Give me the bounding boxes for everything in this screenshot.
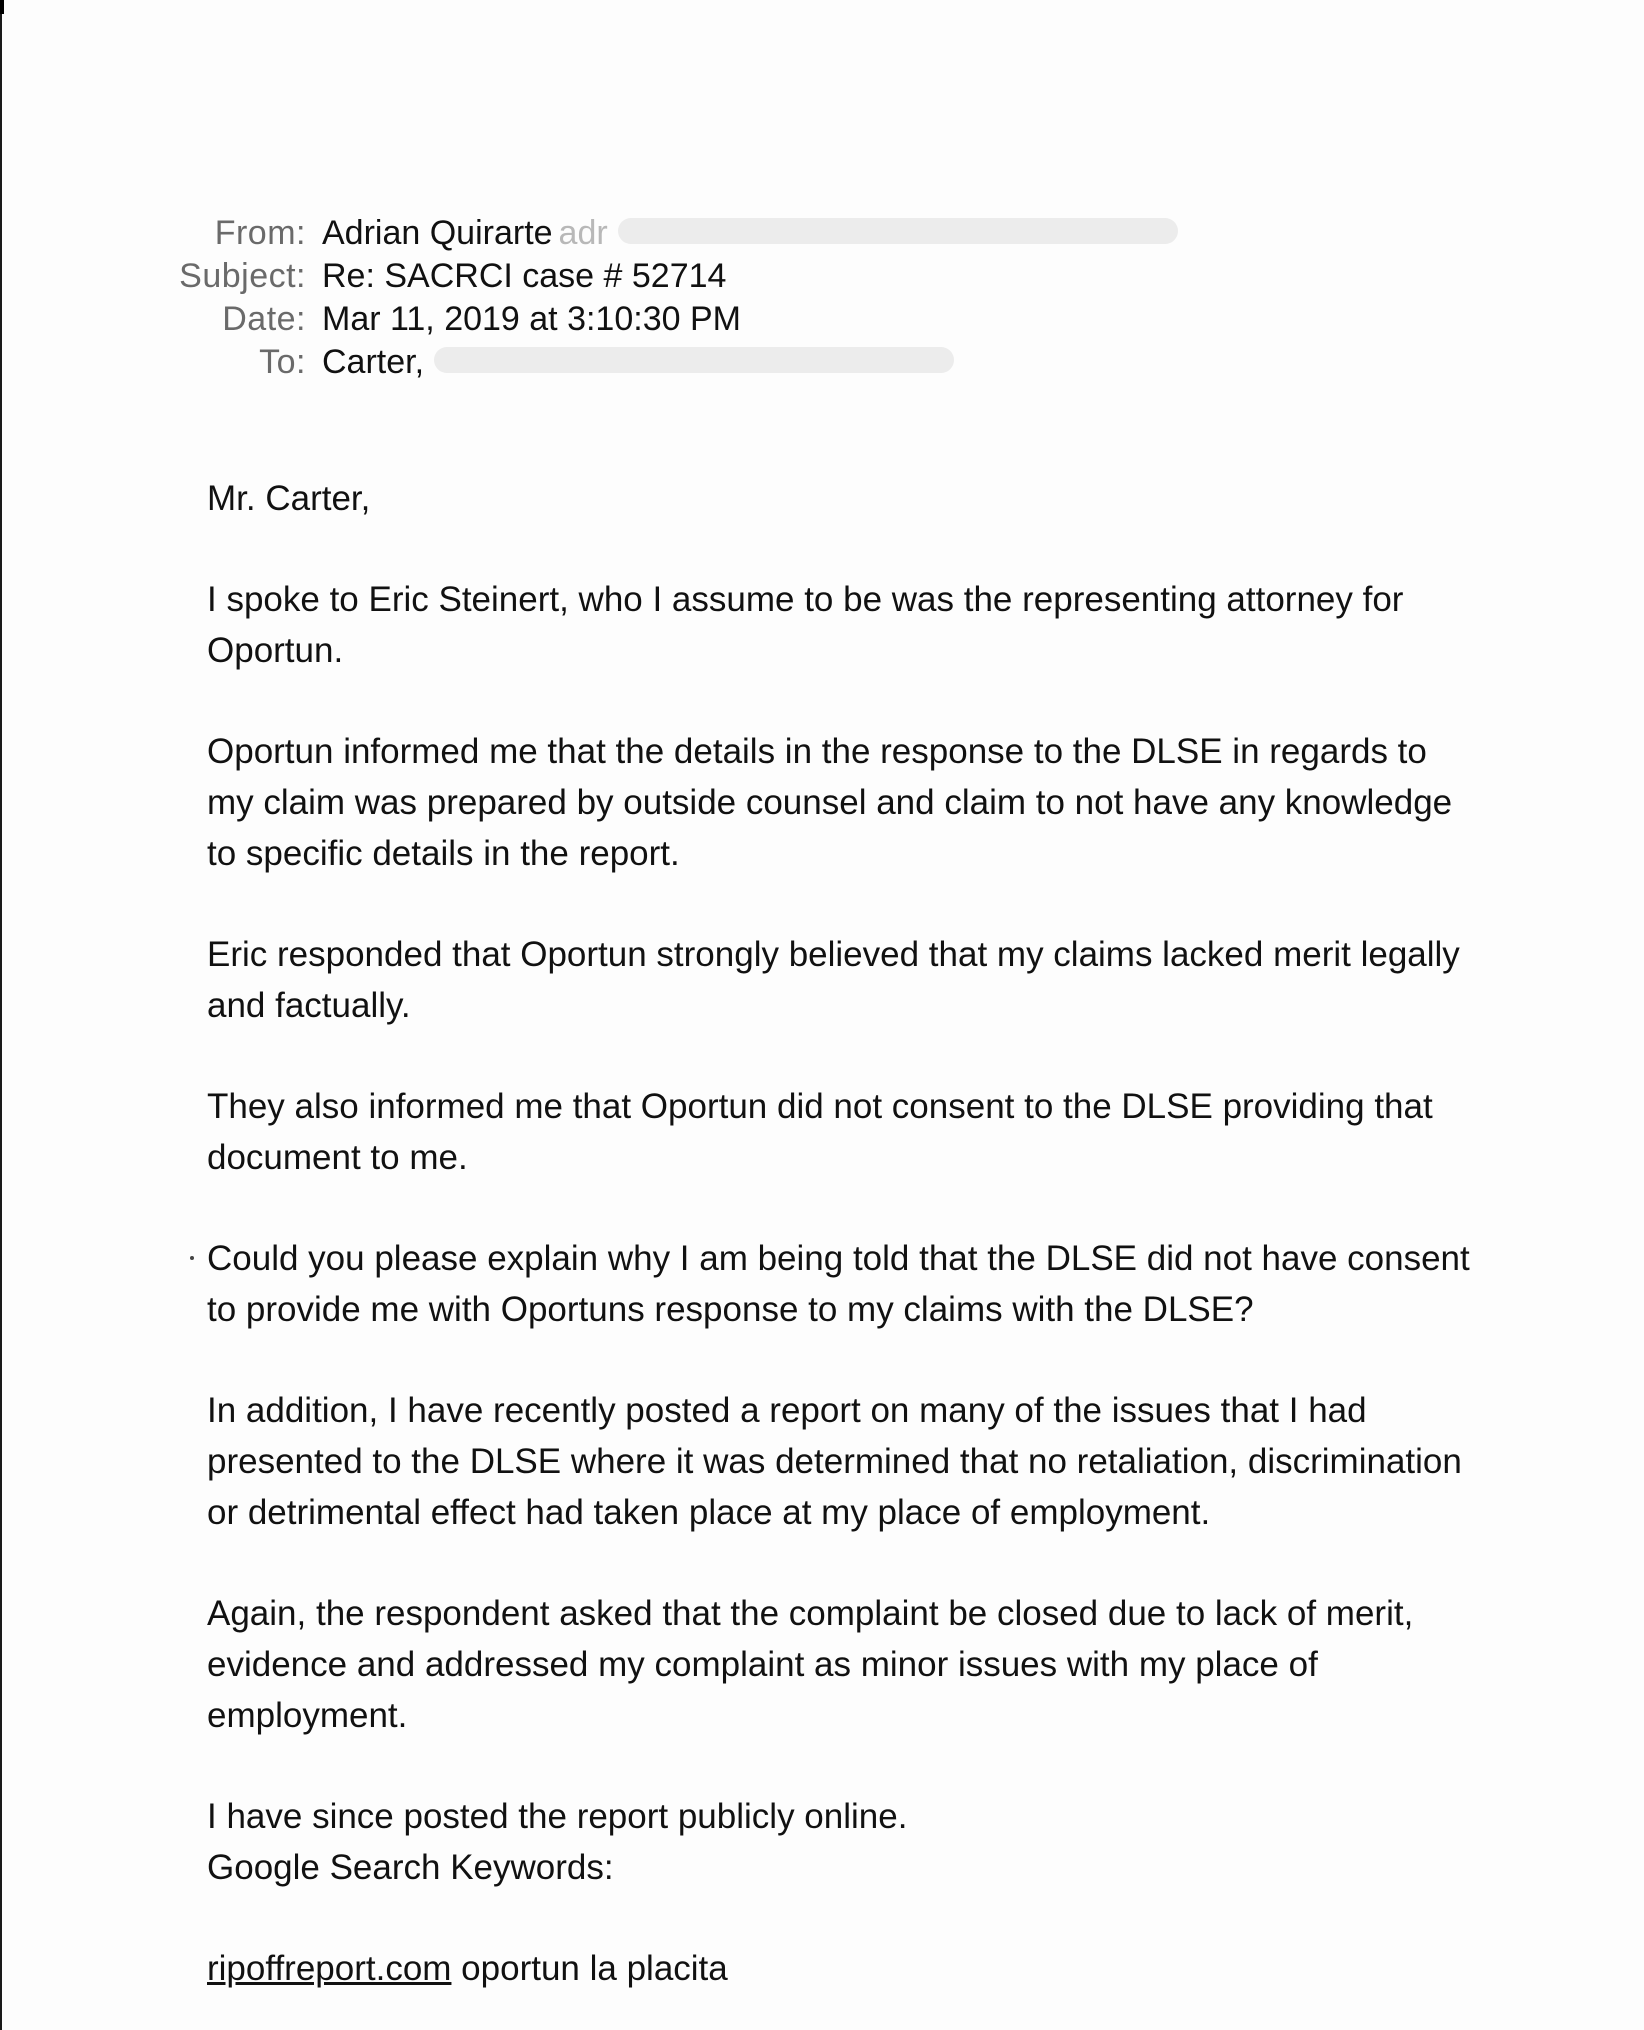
- subject-label: Subject:: [179, 257, 306, 295]
- keywords-link[interactable]: ripoffreport.com: [207, 1949, 452, 1988]
- scan-edge-mark: [0, 0, 4, 14]
- from-label: From:: [214, 214, 306, 252]
- paragraph-7: Again, the respondent asked that the complaint be closed due to lack of merit, evidence and addressed my complaint as minor issues with my place of employment.: [207, 1594, 1414, 1735]
- paragraph-3: Eric responded that Oportun strongly believed that my claims lacked merit legally and factually.: [207, 935, 1460, 1025]
- email-header: [100, 212, 1200, 384]
- email-body: [207, 473, 1537, 1994]
- paragraph-2: Oportun informed me that the details in the response to the DLSE in regards to my claim was prepared by outside counsel and claim to not have any knowledge to specific details in the report.: [207, 732, 1453, 873]
- from-partial: adr: [558, 214, 608, 252]
- scan-speck: [190, 1256, 194, 1260]
- to-value: Carter,: [322, 343, 425, 381]
- paragraph-5: Could you please explain why I am being told that the DLSE did not have consent to provide me with Oportuns response to my claims with the DLSE?: [207, 1239, 1470, 1329]
- header-from-row: [100, 212, 1200, 255]
- from-value: Adrian Quirarte: [322, 214, 553, 252]
- scan-edge: [0, 0, 2, 2030]
- header-subject-row: [100, 255, 1200, 298]
- to-label: To:: [259, 343, 306, 381]
- paragraph-1: I spoke to Eric Steinert, who I assume to be was the representing attorney for Oportun.: [207, 580, 1404, 670]
- keywords-line: [207, 1943, 1537, 1994]
- closing-line-1: I have since posted the report publicly online.: [207, 1797, 908, 1836]
- subject-value: Re: SACRCI case # 52714: [322, 257, 727, 295]
- from-redaction: [618, 218, 1178, 244]
- closing-line-2: Google Search Keywords:: [207, 1848, 614, 1887]
- paragraph-6: In addition, I have recently posted a report on many of the issues that I had presented to the DLSE where it was determined that no retaliation, discrimination or detrimental effect had taken place at my place of employment.: [207, 1391, 1462, 1532]
- greeting: Mr. Carter,: [207, 479, 371, 518]
- header-to-row: [100, 341, 1200, 384]
- paragraph-4: They also informed me that Oportun did not consent to the DLSE providing that document to me.: [207, 1087, 1433, 1177]
- date-value: Mar 11, 2019 at 3:10:30 PM: [322, 300, 741, 338]
- to-redaction: [434, 347, 954, 373]
- header-date-row: [100, 298, 1200, 341]
- date-label: Date:: [222, 300, 306, 338]
- keywords-rest: oportun la placita: [451, 1949, 728, 1988]
